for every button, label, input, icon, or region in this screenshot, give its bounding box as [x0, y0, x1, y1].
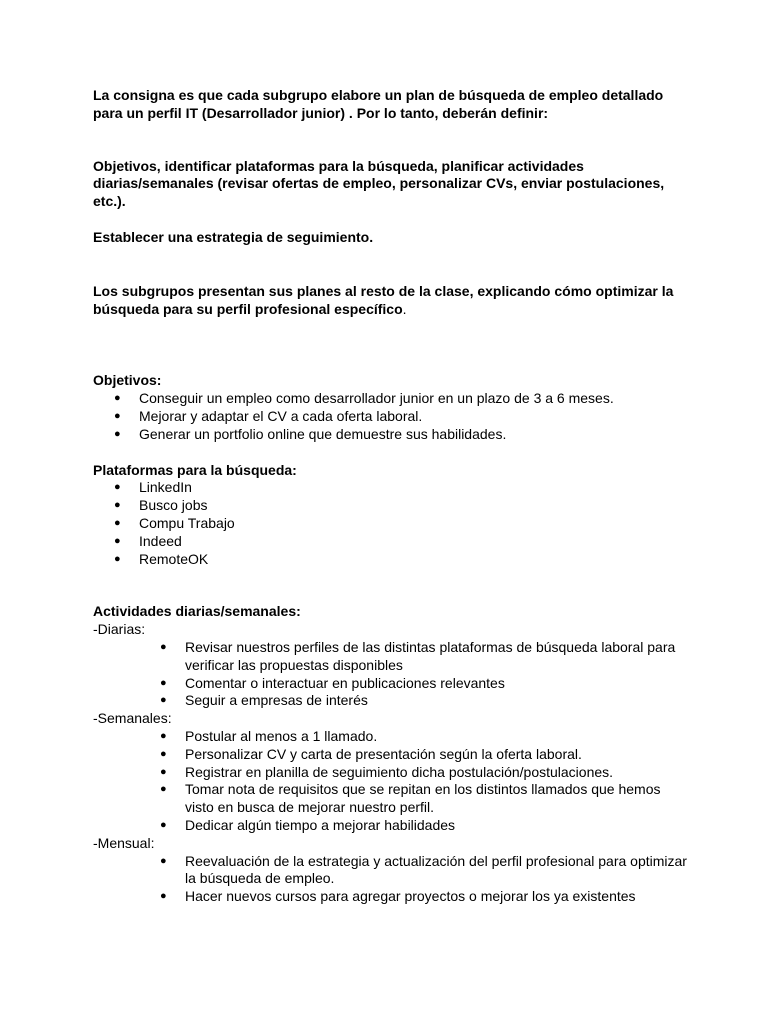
list-item: ● Postular al menos a 1 llamado. [93, 728, 693, 746]
list-item: ● Tomar nota de requisitos que se repitan en los distintos llamados que hemos visto en busca de mejorar nuestro perfil. [93, 781, 693, 817]
diarias-label: -Diarias: [93, 621, 146, 638]
objetivos-heading: Objetivos: [93, 372, 162, 389]
plataformas-list [93, 479, 693, 568]
list-item: ● Compu Trabajo [93, 515, 693, 533]
seguimiento-text: Establecer una estrategia de seguimiento. [93, 228, 374, 245]
actividades-heading: Actividades diarias/semanales: [93, 603, 301, 620]
list-item: ● Generar un portfolio online que demuestre sus habilidades. [93, 426, 693, 444]
list-item: ● Personalizar CV y carta de presentación según la oferta laboral. [93, 746, 693, 764]
objetivos-list [93, 390, 693, 443]
list-item: ● Mejorar y adaptar el CV a cada oferta laboral. [93, 408, 693, 426]
list-item: ● Reevaluación de la estrategia y actualización del perfil profesional para optimizar la búsqueda de empleo. [93, 853, 693, 889]
list-item: ● LinkedIn [93, 479, 693, 497]
list-item: ● Indeed [93, 533, 693, 551]
semanales-list [93, 728, 693, 835]
mensual-list [93, 853, 693, 906]
list-item: ● Hacer nuevos cursos para agregar proyectos o mejorar los ya existentes [93, 888, 693, 906]
document-page [93, 87, 693, 906]
presentacion-end: . [402, 300, 407, 317]
list-item: ● Conseguir un empleo como desarrollador junior en un plazo de 3 a 6 meses. [93, 390, 693, 408]
list-item: ● Comentar o interactuar en publicaciones relevantes [93, 675, 693, 693]
list-item: ● Busco jobs [93, 497, 693, 515]
plataformas-heading: Plataformas para la búsqueda: [93, 461, 297, 478]
mensual-label: -Mensual: [93, 834, 155, 851]
consigna-text: La consigna es que cada subgrupo elabore un plan de búsqueda de empleo detallado para un perfil IT (Desarrollador junior) . Por lo tanto, deberán definir: [93, 87, 664, 121]
list-item: ● RemoteOK [93, 551, 693, 569]
list-item: ● Registrar en planilla de seguimiento dicha postulación/postulaciones. [93, 764, 693, 782]
presentacion-paragraph [93, 283, 693, 319]
list-item: ● Dedicar algún tiempo a mejorar habilidades [93, 817, 693, 835]
diarias-list [93, 639, 693, 710]
presentacion-text: Los subgrupos presentan sus planes al resto de la clase, explicando cómo optimizar la búsqueda para su perfil profesional específico [93, 282, 674, 317]
objetivos-description: Objetivos, identificar plataformas para la búsqueda, planificar actividades diarias/semanales (revisar ofertas de empleo, personalizar CVs, enviar postulaciones, etc.). [93, 157, 665, 210]
list-item: ● Revisar nuestros perfiles de las distintas plataformas de búsqueda laboral para verificar las propuestas disponibles [93, 639, 693, 675]
list-item: ● Seguir a empresas de interés [93, 692, 693, 710]
semanales-label: -Semanales: [93, 710, 172, 727]
